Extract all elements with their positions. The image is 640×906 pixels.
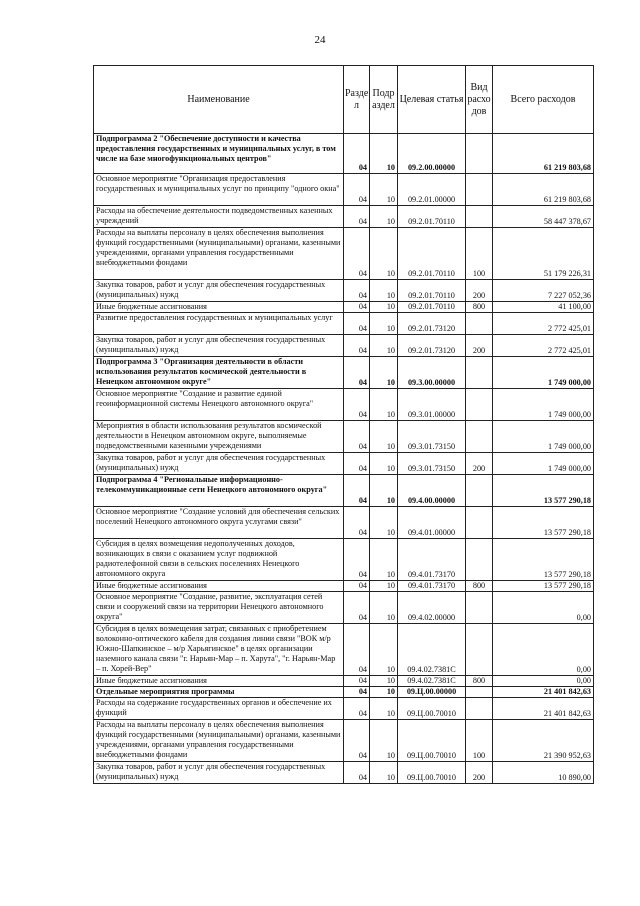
header-expense-type: Вид расхо дов [466, 66, 493, 134]
header-total: Всего расходов [493, 66, 594, 134]
header-name: Наименование [94, 66, 344, 134]
row-total: 13 577 290,18 [493, 581, 594, 592]
row-total: 21 401 842,63 [493, 698, 594, 720]
table-row [94, 134, 594, 174]
row-subsection: 10 [370, 206, 398, 228]
row-expense-type [466, 313, 493, 335]
row-section: 04 [344, 335, 370, 357]
row-subsection: 10 [370, 313, 398, 335]
row-total: 2 772 425,01 [493, 313, 594, 335]
page-number: 24 [314, 34, 326, 46]
row-target: 09.3.01.73150 [398, 453, 466, 475]
row-section: 04 [344, 687, 370, 698]
table-row [94, 687, 594, 698]
table-row [94, 581, 594, 592]
row-subsection: 10 [370, 357, 398, 389]
row-name: Основное мероприятие "Организация предоставления государственных и муниципальных услуг по принципу "одного окна" [94, 174, 344, 206]
row-subsection: 10 [370, 698, 398, 720]
row-target: 09.4.01.73170 [398, 539, 466, 581]
row-total: 1 749 000,00 [493, 453, 594, 475]
row-section: 04 [344, 507, 370, 539]
row-total: 1 749 000,00 [493, 389, 594, 421]
table-row [94, 539, 594, 581]
row-name: Иные бюджетные ассигнования [94, 676, 344, 687]
row-target: 09.3.00.00000 [398, 357, 466, 389]
row-expense-type: 800 [466, 676, 493, 687]
table-row [94, 624, 594, 676]
row-total: 7 227 052,36 [493, 280, 594, 302]
row-target: 09.2.01.70110 [398, 302, 466, 313]
table-row [94, 280, 594, 302]
row-name: Закупка товаров, работ и услуг для обеспечения государственных (муниципальных) нужд [94, 762, 344, 784]
row-total: 0,00 [493, 676, 594, 687]
table-row [94, 592, 594, 624]
row-subsection: 10 [370, 134, 398, 174]
row-name: Иные бюджетные ассигнования [94, 581, 344, 592]
row-subsection: 10 [370, 280, 398, 302]
row-name: Закупка товаров, работ и услуг для обеспечения государственных (муниципальных) нужд [94, 453, 344, 475]
row-section: 04 [344, 389, 370, 421]
row-section: 04 [344, 174, 370, 206]
row-section: 04 [344, 475, 370, 507]
row-total: 13 577 290,18 [493, 475, 594, 507]
row-section: 04 [344, 313, 370, 335]
table-row [94, 421, 594, 453]
row-name: Основное мероприятие "Создание условий для обеспечения сельских поселений Ненецкого автономного округа услугами связи" [94, 507, 344, 539]
row-expense-type: 800 [466, 302, 493, 313]
row-expense-type [466, 592, 493, 624]
row-target: 09.4.01.73170 [398, 581, 466, 592]
row-expense-type [466, 421, 493, 453]
row-section: 04 [344, 302, 370, 313]
row-target: 09.4.02.00000 [398, 592, 466, 624]
row-section: 04 [344, 228, 370, 280]
row-section: 04 [344, 762, 370, 784]
row-total: 0,00 [493, 624, 594, 676]
row-name: Мероприятия в области использования результатов космической деятельности в Ненецком автономном округе, выполняемые подведомственными казенными учреждениями [94, 421, 344, 453]
row-total: 61 219 803,68 [493, 174, 594, 206]
row-name: Субсидия в целях возмещения недополученных доходов, возникающих в связи с оказанием услуг подвижной радиотелефонной связи в сельских поселениях Ненецкого автономного округа [94, 539, 344, 581]
row-section: 04 [344, 539, 370, 581]
row-target: 09.4.02.7381С [398, 676, 466, 687]
row-name: Подпрограмма 4 "Региональные информационно-телекоммуникационные сети Ненецкого автономного округа" [94, 475, 344, 507]
row-target: 09.2.01.70110 [398, 228, 466, 280]
row-total: 13 577 290,18 [493, 507, 594, 539]
row-expense-type [466, 206, 493, 228]
row-target: 09.2.01.73120 [398, 313, 466, 335]
budget-table [93, 65, 594, 784]
row-expense-type: 200 [466, 280, 493, 302]
row-section: 04 [344, 206, 370, 228]
row-expense-type [466, 507, 493, 539]
row-expense-type [466, 698, 493, 720]
header-subsection: Подр аздел [370, 66, 398, 134]
row-section: 04 [344, 453, 370, 475]
row-name: Расходы на обеспечение деятельности подведомственных казенных учреждений [94, 206, 344, 228]
row-expense-type: 200 [466, 453, 493, 475]
row-expense-type: 200 [466, 335, 493, 357]
row-target: 09.4.02.7381С [398, 624, 466, 676]
row-section: 04 [344, 720, 370, 762]
table-row [94, 206, 594, 228]
header-target: Целевая статья [398, 66, 466, 134]
row-subsection: 10 [370, 720, 398, 762]
row-target: 09.4.00.00000 [398, 475, 466, 507]
row-section: 04 [344, 581, 370, 592]
row-subsection: 10 [370, 539, 398, 581]
row-target: 09.2.01.70110 [398, 206, 466, 228]
row-expense-type [466, 687, 493, 698]
row-expense-type: 200 [466, 762, 493, 784]
row-expense-type [466, 134, 493, 174]
row-subsection: 10 [370, 624, 398, 676]
row-expense-type [466, 475, 493, 507]
row-total: 13 577 290,18 [493, 539, 594, 581]
row-subsection: 10 [370, 302, 398, 313]
row-name: Закупка товаров, работ и услуг для обеспечения государственных (муниципальных) нужд [94, 335, 344, 357]
table-body [94, 134, 594, 784]
row-name: Закупка товаров, работ и услуг для обеспечения государственных (муниципальных) нужд [94, 280, 344, 302]
row-expense-type: 100 [466, 228, 493, 280]
row-section: 04 [344, 134, 370, 174]
header-row [94, 66, 594, 134]
row-target: 09.2.01.00000 [398, 174, 466, 206]
row-total: 21 390 952,63 [493, 720, 594, 762]
row-name: Подпрограмма 3 "Организация деятельности в области использования результатов космической деятельности в Ненецком автономном округе" [94, 357, 344, 389]
row-name: Иные бюджетные ассигнования [94, 302, 344, 313]
row-subsection: 10 [370, 507, 398, 539]
table-row [94, 453, 594, 475]
row-target: 09.2.00.00000 [398, 134, 466, 174]
row-name: Основное мероприятие "Создание, развитие, эксплуатация сетей связи и сооружений связи на территории Ненецкого автономного округа" [94, 592, 344, 624]
row-expense-type [466, 624, 493, 676]
header-section: Разде л [344, 66, 370, 134]
row-subsection: 10 [370, 453, 398, 475]
row-section: 04 [344, 421, 370, 453]
row-subsection: 10 [370, 676, 398, 687]
table-row [94, 762, 594, 784]
row-section: 04 [344, 280, 370, 302]
row-subsection: 10 [370, 475, 398, 507]
row-target: 09.Ц.00.70010 [398, 762, 466, 784]
row-subsection: 10 [370, 762, 398, 784]
row-total: 61 219 803,68 [493, 134, 594, 174]
row-total: 21 401 842,63 [493, 687, 594, 698]
row-total: 10 890,00 [493, 762, 594, 784]
table-row [94, 389, 594, 421]
row-expense-type [466, 357, 493, 389]
row-target: 09.Ц.00.00000 [398, 687, 466, 698]
table-row [94, 313, 594, 335]
row-total: 1 749 000,00 [493, 421, 594, 453]
row-subsection: 10 [370, 581, 398, 592]
row-expense-type [466, 389, 493, 421]
row-target: 09.3.01.73150 [398, 421, 466, 453]
row-subsection: 10 [370, 421, 398, 453]
row-total: 51 179 226,31 [493, 228, 594, 280]
row-target: 09.2.01.73120 [398, 335, 466, 357]
row-expense-type: 800 [466, 581, 493, 592]
row-total: 1 749 000,00 [493, 357, 594, 389]
row-subsection: 10 [370, 389, 398, 421]
row-subsection: 10 [370, 228, 398, 280]
table-row [94, 676, 594, 687]
table-row [94, 335, 594, 357]
table-row [94, 507, 594, 539]
table-row [94, 357, 594, 389]
row-name: Расходы на выплаты персоналу в целях обеспечения выполнения функций государственными (муниципальными) органами, казенными учреждениями, органами управления государственными внебюджетными фондами [94, 720, 344, 762]
table-row [94, 720, 594, 762]
row-name: Основное мероприятие "Создание и развитие единой геоинформационной системы Ненецкого автономного округа" [94, 389, 344, 421]
row-target: 09.2.01.70110 [398, 280, 466, 302]
table-row [94, 698, 594, 720]
row-expense-type: 100 [466, 720, 493, 762]
row-name: Расходы на содержание государственных органов и обеспечение их функций [94, 698, 344, 720]
row-subsection: 10 [370, 592, 398, 624]
row-name: Расходы на выплаты персоналу в целях обеспечения выполнения функций государственными (муниципальными) органами, казенными учреждениями, органами управления государственными внебюджетными фондами [94, 228, 344, 280]
row-name: Подпрограмма 2 "Обеспечение доступности и качества предоставления государственных и муниципальных услуг, в том числе на базе многофункциональных центров" [94, 134, 344, 174]
row-subsection: 10 [370, 335, 398, 357]
row-target: 09.3.01.00000 [398, 389, 466, 421]
row-section: 04 [344, 698, 370, 720]
row-subsection: 10 [370, 687, 398, 698]
row-total: 41 100,00 [493, 302, 594, 313]
table-row [94, 174, 594, 206]
row-total: 0,00 [493, 592, 594, 624]
row-section: 04 [344, 357, 370, 389]
row-name: Отдельные мероприятия программы [94, 687, 344, 698]
row-name: Субсидия в целях возмещения затрат, связанных с приобретением волоконно-оптического кабеля для создания линии связи "ВОК м/р Южно-Шапкинское – м/р Харьягинское" в целях организации наземного канала связи "г. Нарьян-Мар – п. Харута", "г. Нарьян-Мар – п. Хорей-Вер" [94, 624, 344, 676]
row-section: 04 [344, 624, 370, 676]
row-target: 09.Ц.00.70010 [398, 698, 466, 720]
table-row [94, 475, 594, 507]
row-expense-type [466, 174, 493, 206]
table-row [94, 302, 594, 313]
table-row [94, 228, 594, 280]
row-section: 04 [344, 592, 370, 624]
row-subsection: 10 [370, 174, 398, 206]
row-total: 58 447 378,67 [493, 206, 594, 228]
row-expense-type [466, 539, 493, 581]
row-target: 09.4.01.00000 [398, 507, 466, 539]
row-name: Развитие предоставления государственных и муниципальных услуг [94, 313, 344, 335]
row-section: 04 [344, 676, 370, 687]
row-total: 2 772 425,01 [493, 335, 594, 357]
row-target: 09.Ц.00.70010 [398, 720, 466, 762]
